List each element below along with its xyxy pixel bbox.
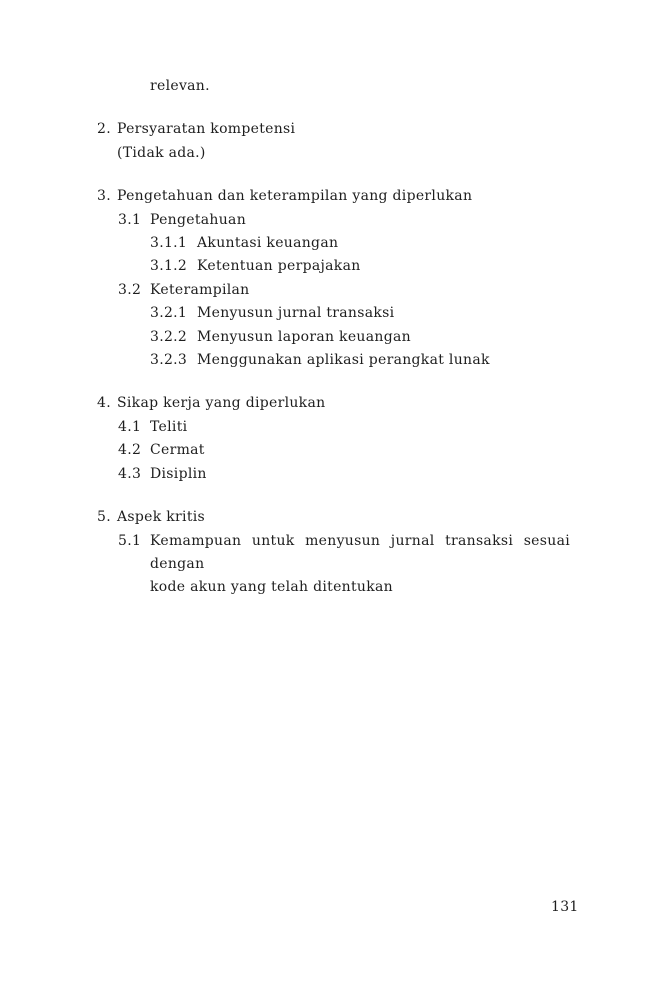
section-5-heading [97, 506, 570, 529]
item-3-2-1-text: Menyusun jurnal transaksi [197, 305, 395, 322]
section-4-number: 4. [97, 395, 111, 412]
subsection-5-1 [118, 530, 570, 600]
item-3-1-1-text: Akuntasi keuangan [197, 235, 339, 252]
subsection-4-2-number: 4.2 [118, 442, 142, 459]
subsection-5-1-text [150, 530, 570, 600]
item-3-2-2-text: Menyusun laporan keuangan [197, 328, 411, 345]
section-2-note [117, 142, 570, 165]
section-4-title: Sikap kerja yang diperlukan [117, 395, 326, 412]
item-3-2-3-text: Menggunakan aplikasi perangkat lunak [197, 352, 490, 369]
subsection-5-1-line-2: kode akun yang telah ditentukan [150, 579, 393, 596]
subsection-3-1-number: 3.1 [118, 211, 142, 228]
subsection-3-1-title: Pengetahuan [150, 211, 247, 228]
item-3-2-2-number: 3.2.2 [150, 328, 188, 345]
item-3-2-1-number: 3.2.1 [150, 305, 188, 322]
subsection-5-1-number: 5.1 [118, 532, 142, 549]
subsection-4-3-title: Disiplin [150, 465, 207, 482]
subsection-4-2-title: Cermat [150, 442, 205, 459]
section-2-heading [97, 118, 570, 141]
subsection-4-2 [118, 439, 570, 462]
subsection-4-1-number: 4.1 [118, 418, 142, 435]
subsection-4-3-number: 4.3 [118, 465, 142, 482]
subsection-5-1-line-1: Kemampuan untuk menyusun jurnal transaksi sesuai dengan [150, 532, 570, 572]
continuation-text [150, 75, 570, 98]
subsection-4-1 [118, 416, 570, 439]
subsection-3-2-title: Keterampilan [150, 281, 250, 298]
subsection-3-2-number: 3.2 [118, 281, 142, 298]
item-3-2-1 [150, 302, 570, 325]
page-content [97, 75, 570, 600]
subsection-4-3 [118, 463, 570, 486]
page-number: 131 [551, 899, 579, 915]
item-3-2-3 [150, 349, 570, 372]
item-3-1-1-number: 3.1.1 [150, 235, 188, 252]
section-2-number: 2. [97, 121, 111, 138]
section-2-title: Persyaratan kompetensi [117, 121, 296, 138]
subsection-4-1-title: Teliti [150, 418, 188, 435]
item-3-1-2-text: Ketentuan perpajakan [197, 258, 361, 275]
item-3-2-2 [150, 326, 570, 349]
item-3-1-1 [150, 232, 570, 255]
item-3-1-2-number: 3.1.2 [150, 258, 188, 275]
section-3-title: Pengetahuan dan keterampilan yang diperlukan [117, 188, 473, 205]
section-3-heading [97, 185, 570, 208]
item-3-1-2 [150, 255, 570, 278]
subsection-3-1 [118, 209, 570, 232]
section-2-note-text: (Tidak ada.) [117, 144, 206, 161]
section-5-number: 5. [97, 509, 111, 526]
item-3-2-3-number: 3.2.3 [150, 352, 188, 369]
continuation-line: relevan. [150, 78, 210, 94]
section-4-heading [97, 392, 570, 415]
section-3-number: 3. [97, 188, 111, 205]
section-5-title: Aspek kritis [117, 509, 206, 526]
subsection-3-2 [118, 279, 570, 302]
